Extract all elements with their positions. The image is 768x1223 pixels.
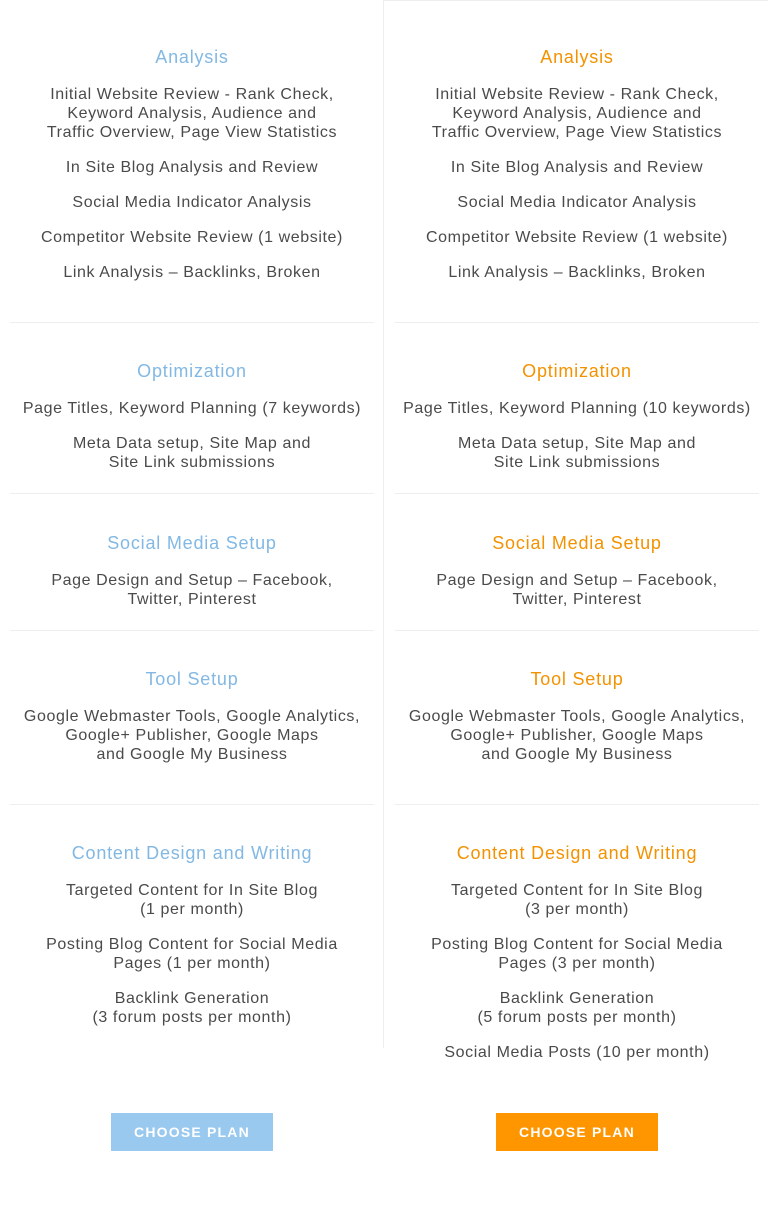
- section-title: Content Design and Writing: [71, 843, 313, 863]
- feature-item: Posting Blog Content for Social Media Pages (3 per month): [431, 936, 723, 972]
- feature-item: Page Titles, Keyword Planning (7 keywords): [22, 400, 362, 417]
- feature-item: Competitor Website Review (1 website): [40, 229, 343, 246]
- section-social-media-setup: [395, 532, 759, 631]
- feature-item: Competitor Website Review (1 website): [425, 229, 728, 246]
- feature-item: In Site Blog Analysis and Review: [450, 159, 704, 176]
- section-title: Content Design and Writing: [456, 843, 698, 863]
- section-social-media-setup: [10, 532, 374, 631]
- section-title: Tool Setup: [145, 669, 239, 689]
- feature-item: Targeted Content for In Site Blog (1 per month): [66, 882, 318, 918]
- feature-item: In Site Blog Analysis and Review: [65, 159, 319, 176]
- column-divider: [383, 0, 384, 1048]
- section-title: Tool Setup: [530, 669, 624, 689]
- feature-item: Google Webmaster Tools, Google Analytics, Google+ Publisher, Google Maps and Google My Business: [408, 708, 746, 763]
- feature-item: Link Analysis – Backlinks, Broken: [448, 264, 706, 281]
- section-tool-setup: [10, 668, 374, 805]
- feature-item: Backlink Generation (5 forum posts per month): [477, 990, 677, 1026]
- feature-item: Initial Website Review - Rank Check, Keyword Analysis, Audience and Traffic Overview, Page View Statistics: [46, 86, 338, 141]
- section-content-design: [10, 842, 374, 1027]
- feature-item: Meta Data setup, Site Map and Site Link submissions: [73, 435, 311, 471]
- section-content-design: [395, 842, 759, 1062]
- feature-item: Social Media Indicator Analysis: [72, 194, 312, 211]
- feature-item: Meta Data setup, Site Map and Site Link submissions: [458, 435, 696, 471]
- plan-basic: [0, 0, 383, 1223]
- feature-item: Initial Website Review - Rank Check, Keyword Analysis, Audience and Traffic Overview, Page View Statistics: [431, 86, 723, 141]
- section-title: Optimization: [522, 361, 632, 381]
- feature-item: Google Webmaster Tools, Google Analytics, Google+ Publisher, Google Maps and Google My Business: [23, 708, 361, 763]
- section-analysis: [10, 46, 374, 323]
- feature-item: Page Design and Setup – Facebook, Twitter, Pinterest: [51, 572, 333, 608]
- choose-plan-button[interactable]: CHOOSE PLAN: [496, 1113, 658, 1151]
- section-analysis: [395, 46, 759, 323]
- feature-item: Link Analysis – Backlinks, Broken: [63, 264, 321, 281]
- section-optimization: [395, 360, 759, 494]
- feature-item: Social Media Indicator Analysis: [457, 194, 697, 211]
- feature-item: Targeted Content for In Site Blog (3 per month): [451, 882, 703, 918]
- feature-item: Page Titles, Keyword Planning (10 keywords): [403, 400, 751, 417]
- section-title: Analysis: [155, 47, 229, 67]
- choose-plan-button[interactable]: CHOOSE PLAN: [111, 1113, 273, 1151]
- feature-item: Backlink Generation (3 forum posts per month): [92, 990, 292, 1026]
- feature-item: Social Media Posts (10 per month): [444, 1044, 710, 1061]
- section-title: Social Media Setup: [107, 533, 277, 553]
- section-title: Social Media Setup: [492, 533, 662, 553]
- feature-item: Page Design and Setup – Facebook, Twitter, Pinterest: [436, 572, 718, 608]
- section-tool-setup: [395, 668, 759, 805]
- section-title: Optimization: [137, 361, 247, 381]
- feature-item: Posting Blog Content for Social Media Pages (1 per month): [46, 936, 338, 972]
- section-title: Analysis: [540, 47, 614, 67]
- section-optimization: [10, 360, 374, 494]
- plan-premium: [385, 0, 768, 1223]
